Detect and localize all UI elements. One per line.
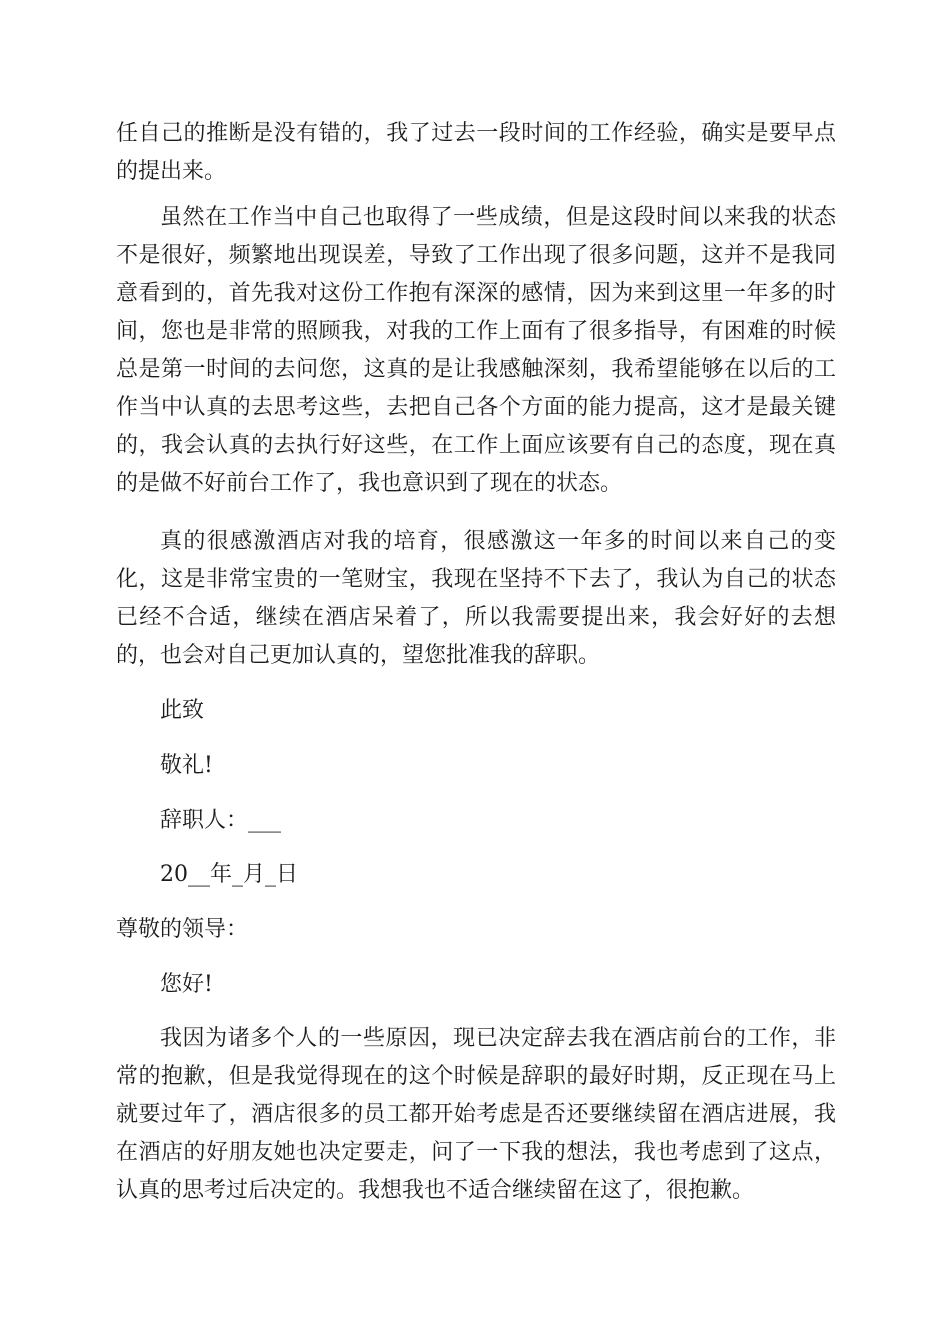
greeting-text: 尊敬的领导： — [116, 917, 249, 942]
text-line: 真的很感激酒店对我的培育，很感激这一年多的时间以来自己的变 — [160, 529, 836, 554]
text-line: 不是很好，频繁地出现误差，导致了工作出现了很多问题，这并不是我同 — [116, 243, 836, 268]
hello-text: 您好! — [160, 972, 213, 997]
text-line: 在酒店的好朋友她也决定要走，问了一下我的想法，我也考虑到了这点， — [116, 1140, 836, 1165]
text-line: 意看到的，首先我对这份工作抱有深深的感情，因为来到这里一年多的时 — [116, 281, 836, 306]
signer — [116, 802, 836, 840]
salute-text: 敬礼! — [160, 753, 213, 778]
signer-text: 辞职人：___ — [160, 808, 282, 833]
text-line: 的，我会认真的去执行好这些，在工作上面应该要有自己的态度，现在真 — [116, 433, 836, 458]
text-line: 已经不合适，继续在酒店呆着了，所以我需要提出来，我会好好的去想 — [116, 605, 836, 630]
text-line: 我因为诸多个人的一些原因，现已决定辞去我在酒店前台的工作，非 — [160, 1026, 836, 1051]
text-line: 的是做不好前台工作了，我也意识到了现在的状态。 — [116, 471, 623, 496]
text-line: 认真的思考过后决定的。我想我也不适合继续留在这了，很抱歉。 — [116, 1178, 755, 1203]
paragraph-gratitude — [116, 523, 836, 675]
text-line: 就要过年了，酒店很多的员工都开始考虑是否还要继续留在酒店进展，我 — [116, 1102, 836, 1127]
salute — [116, 747, 836, 785]
paragraph-resignation-reason — [116, 1020, 836, 1210]
text-line: 作当中认真的去思考这些，去把自己各个方面的能力提高，这才是最关键 — [116, 395, 836, 420]
closing — [116, 692, 836, 730]
text-line: 间，您也是非常的照顾我，对我的工作上面有了很多指导，有困难的时候 — [116, 319, 836, 344]
text-line: 总是第一时间的去问您，这真的是让我感触深刻，我希望能够在以后的工 — [116, 357, 836, 382]
paragraph-work-status — [116, 199, 836, 503]
paragraph-continuation — [116, 115, 836, 191]
date-text: 20__年_月_日 — [160, 862, 298, 887]
text-line: 虽然在工作当中自己也取得了一些成绩，但是这段时间以来我的状态 — [160, 205, 836, 230]
text-line: 任自己的推断是没有错的，我了过去一段时间的工作经验，确实是要早点 — [116, 121, 836, 146]
text-line: 化，这是非常宝贵的一笔财宝，我现在坚持不下去了，我认为自己的状态 — [116, 567, 836, 592]
greeting — [116, 911, 836, 949]
text-line: 的提出来。 — [116, 159, 227, 184]
hello — [116, 966, 836, 1004]
date — [116, 856, 836, 894]
text-line: 常的抱歉，但是我觉得现在的这个时候是辞职的最好时期，反正现在马上 — [116, 1064, 836, 1089]
text-line: 的，也会对自己更加认真的，望您批准我的辞职。 — [116, 643, 601, 668]
closing-text: 此致 — [160, 698, 205, 723]
